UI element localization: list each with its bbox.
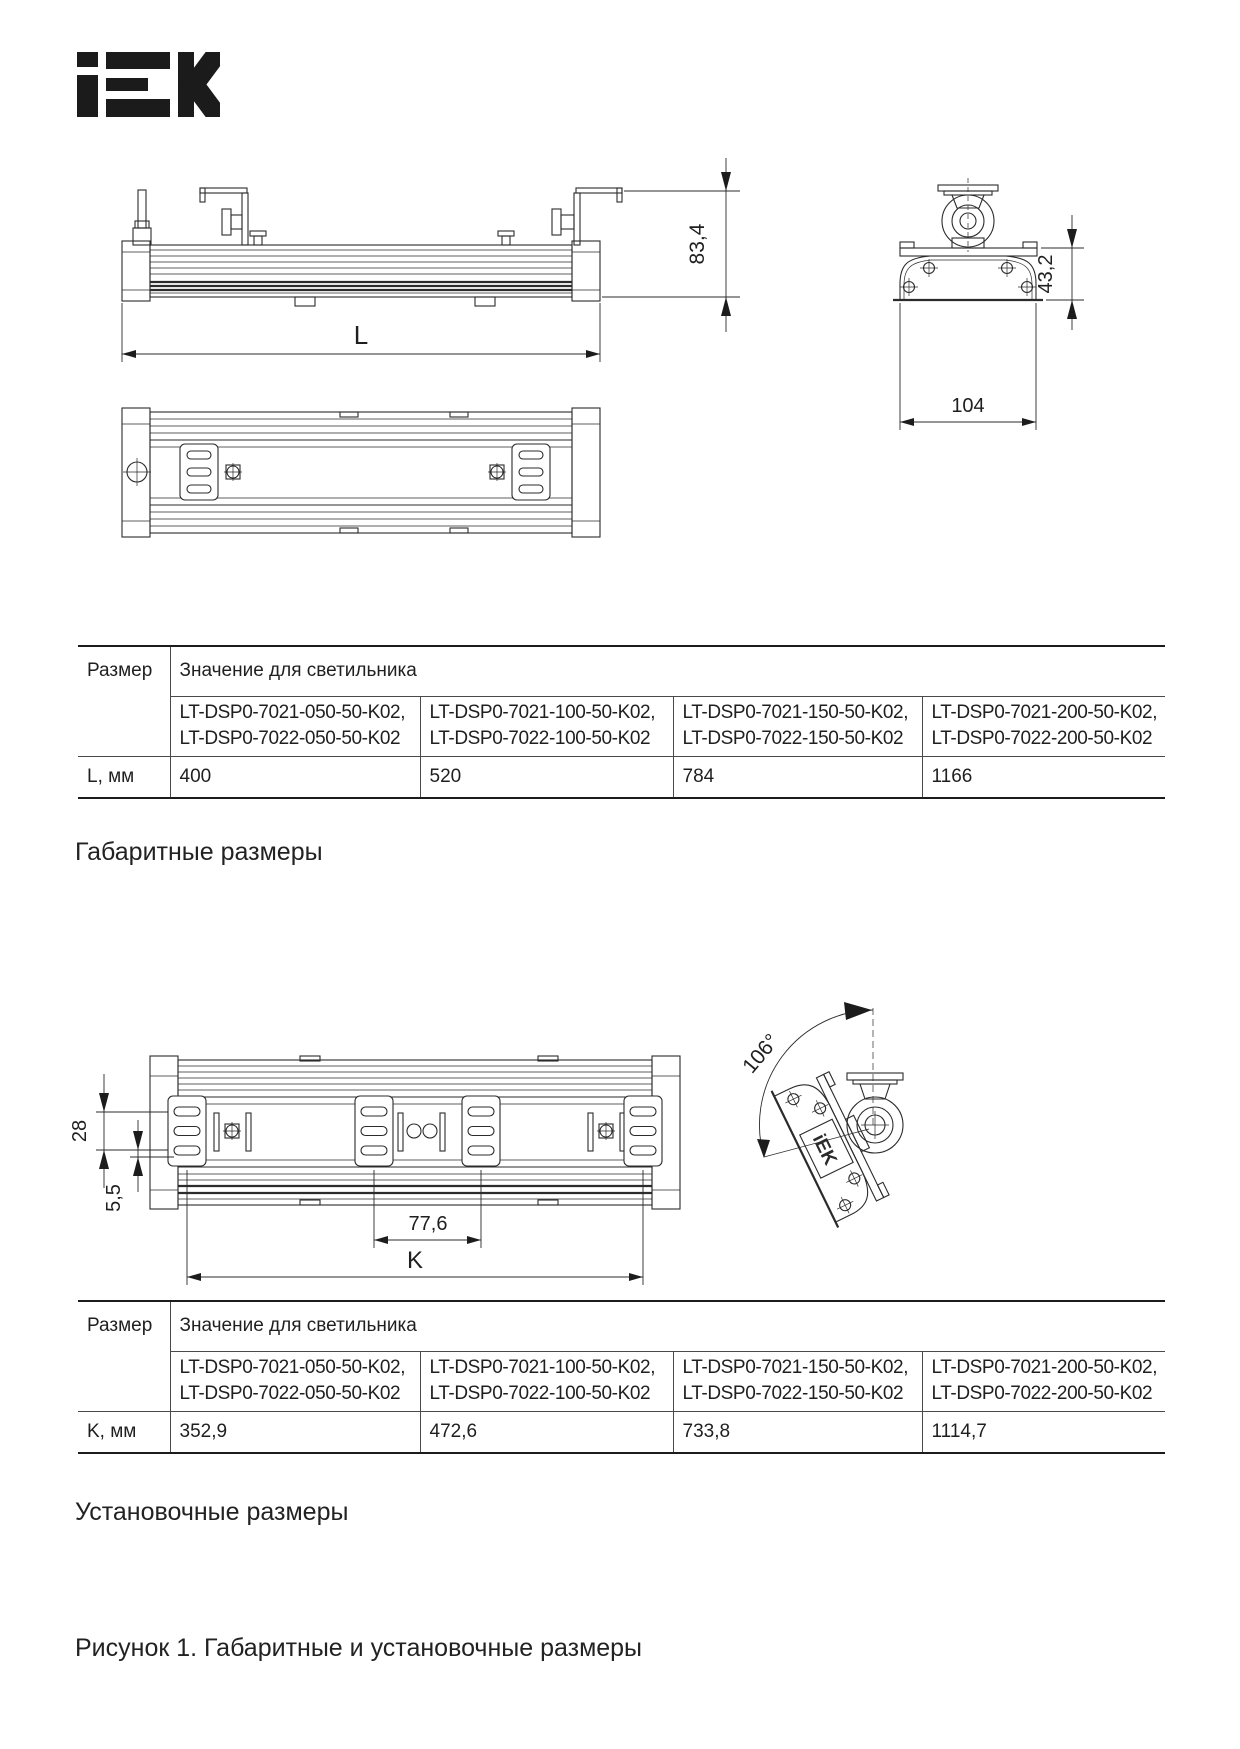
model-column-header <box>922 696 1165 756</box>
section-title-mounting: Установочные размеры <box>75 1498 349 1526</box>
dim-end-width <box>900 303 1036 430</box>
model-name: LT-DSP0-7022-150-50-K02 <box>682 728 904 749</box>
model-column-header <box>420 696 673 756</box>
model-column-header <box>170 1351 420 1411</box>
dimensions-table-mounting <box>78 1300 1165 1454</box>
dimensions-table-overall <box>78 645 1165 799</box>
table-row <box>78 646 1165 696</box>
dim-side-height <box>602 158 740 332</box>
dim-end-width-label: 104 <box>951 395 985 417</box>
value-cell: 400 <box>170 756 420 798</box>
model-name: LT-DSP0-7021-150-50-K02, <box>682 702 909 723</box>
model-column-header <box>673 1351 922 1411</box>
value-cell: 472,6 <box>420 1411 673 1453</box>
model-name: LT-DSP0-7021-050-50-K02, <box>179 702 406 723</box>
table-row <box>78 1301 1165 1351</box>
dim-side-height-label: 83,4 <box>686 223 709 265</box>
model-name: LT-DSP0-7021-200-50-K02, <box>931 1357 1158 1378</box>
table-row <box>78 1411 1165 1453</box>
model-name: LT-DSP0-7022-150-50-K02 <box>682 1383 904 1404</box>
dim-end-height-label: 43,2 <box>1035 254 1057 294</box>
value-cell: 784 <box>673 756 922 798</box>
model-name: LT-DSP0-7022-100-50-K02 <box>429 728 651 749</box>
model-name: LT-DSP0-7021-050-50-K02, <box>179 1357 406 1378</box>
model-name: LT-DSP0-7021-200-50-K02, <box>931 702 1158 723</box>
value-cell: 1114,7 <box>922 1411 1165 1453</box>
tilt-view-drawing <box>738 1002 903 1228</box>
value-cell: 520 <box>420 756 673 798</box>
model-column-header <box>922 1351 1165 1411</box>
dim-slot <box>103 1120 174 1212</box>
model-name: LT-DSP0-7021-100-50-K02, <box>429 1357 656 1378</box>
model-name: LT-DSP0-7022-050-50-K02 <box>179 1383 401 1404</box>
dim-pitch-label: 28 <box>69 1119 91 1143</box>
row-label: K, мм <box>78 1411 170 1453</box>
dim-span-label: K <box>406 1247 424 1274</box>
table-corner-header: Размер <box>78 1301 170 1411</box>
section-title-overall: Габаритные размеры <box>75 838 323 866</box>
model-name: LT-DSP0-7022-200-50-K02 <box>931 1383 1153 1404</box>
table-row <box>78 756 1165 798</box>
top-view-drawing <box>122 408 600 537</box>
row-label: L, мм <box>78 756 170 798</box>
dim-bracket-span-label: 77,6 <box>408 1213 448 1235</box>
mounting-view-drawing <box>150 1056 680 1209</box>
model-name: LT-DSP0-7022-050-50-K02 <box>179 728 401 749</box>
iek-logo <box>77 44 224 125</box>
end-view-drawing <box>893 178 1043 300</box>
figure-caption: Рисунок 1. Габаритные и установочные размеры <box>75 1634 643 1662</box>
table-corner-header: Размер <box>78 646 170 756</box>
model-name: LT-DSP0-7021-150-50-K02, <box>682 1357 909 1378</box>
dim-length <box>122 303 600 362</box>
table-row <box>78 1351 1165 1411</box>
value-cell: 1166 <box>922 756 1165 798</box>
model-name: LT-DSP0-7021-100-50-K02, <box>429 702 656 723</box>
table-group-header: Значение для светильника <box>170 1301 1165 1351</box>
dim-end-height <box>1035 215 1084 330</box>
model-column-header <box>170 696 420 756</box>
model-name: LT-DSP0-7022-200-50-K02 <box>931 728 1153 749</box>
table-row <box>78 696 1165 756</box>
table-group-header: Значение для светильника <box>170 646 1165 696</box>
side-view-drawing <box>122 188 622 306</box>
dim-length-label: L <box>353 320 369 350</box>
tilt-view-logo-text: iEK <box>807 1130 841 1169</box>
dim-slot-label: 5,5 <box>103 1184 125 1212</box>
dim-angle-label: 106° <box>738 1029 784 1078</box>
dim-bracket-span <box>374 1170 481 1248</box>
model-column-header <box>673 696 922 756</box>
model-name: LT-DSP0-7022-100-50-K02 <box>429 1383 651 1404</box>
value-cell: 352,9 <box>170 1411 420 1453</box>
value-cell: 733,8 <box>673 1411 922 1453</box>
model-column-header <box>420 1351 673 1411</box>
dim-pitch <box>69 1074 168 1188</box>
